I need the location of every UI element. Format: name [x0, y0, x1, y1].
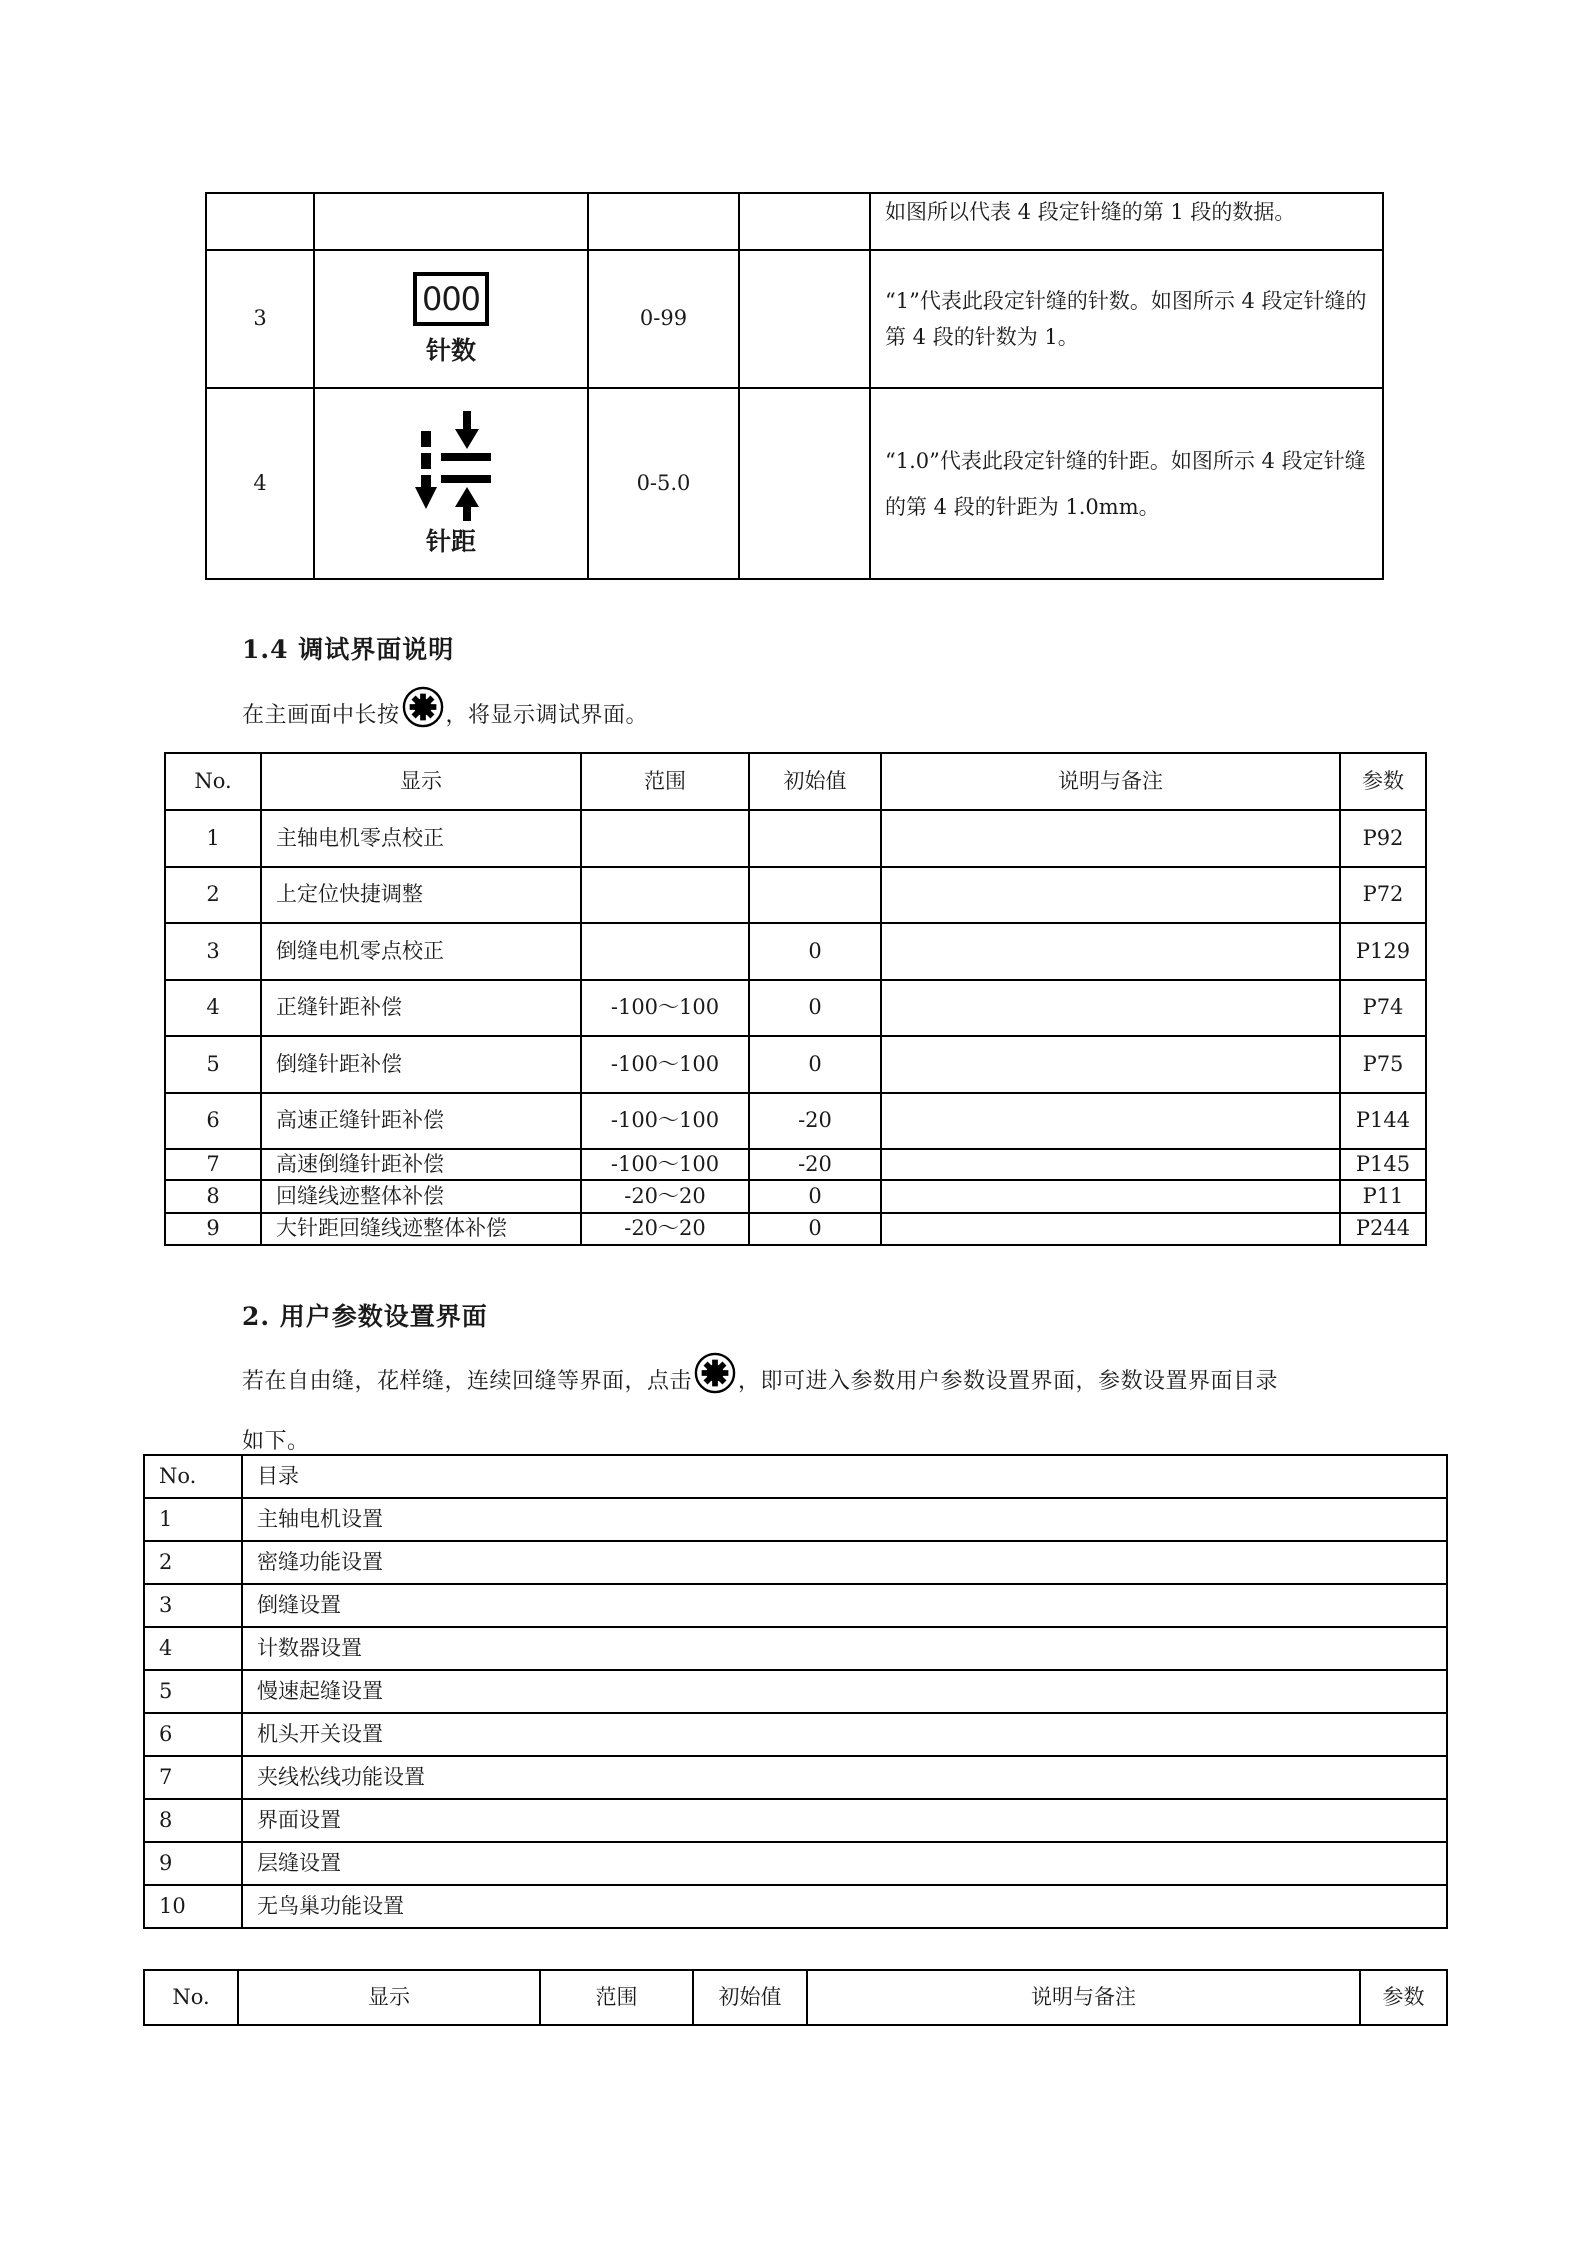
debug-intro-text-after: ，将显示调试界面。	[445, 703, 649, 728]
catalog-item[interactable]: 慢速起缝设置	[242, 1670, 1447, 1713]
header-no: No.	[165, 753, 261, 810]
cell-no: 1	[165, 810, 261, 867]
user-intro-text-after: ，即可进入参数用户参数设置界面，参数设置界面目录	[738, 1369, 1279, 1394]
gear-icon[interactable]	[402, 686, 444, 728]
stitch-count-label: 针数	[425, 336, 476, 365]
cell-no: 4	[165, 980, 261, 1036]
header-note: 说明与备注	[881, 753, 1340, 810]
table-row	[165, 980, 1426, 1036]
cell-range: -20～20	[581, 1180, 749, 1213]
row-range	[588, 193, 739, 250]
row-icon-cell	[314, 250, 588, 388]
header-no: No.	[144, 1455, 242, 1498]
catalog-no: 1	[144, 1498, 242, 1541]
catalog-no: 6	[144, 1713, 242, 1756]
cell-display: 大针距回缝线迹整体补偿	[261, 1213, 581, 1245]
row-desc	[870, 388, 1383, 579]
catalog-item[interactable]: 主轴电机设置	[242, 1498, 1447, 1541]
cell-display: 上定位快捷调整	[261, 867, 581, 923]
catalog-item[interactable]: 机头开关设置	[242, 1713, 1447, 1756]
table-row	[206, 250, 1383, 388]
catalog-row[interactable]	[144, 1885, 1447, 1928]
cell-display: 正缝针距补偿	[261, 980, 581, 1036]
cell-initial: 0	[749, 1180, 881, 1213]
catalog-row[interactable]	[144, 1584, 1447, 1627]
cell-initial: -20	[749, 1093, 881, 1149]
user-intro-text-before: 若在自由缝，花样缝，连续回缝等界面，点击	[242, 1369, 693, 1394]
cell-no: 2	[165, 867, 261, 923]
catalog-no: 8	[144, 1799, 242, 1842]
stitch-length-label: 针距	[425, 526, 476, 556]
catalog-item[interactable]: 计数器设置	[242, 1627, 1447, 1670]
debug-parameter-table	[164, 752, 1427, 1246]
catalog-row[interactable]	[144, 1670, 1447, 1713]
table-header-row	[144, 1455, 1447, 1498]
cell-initial: 0	[749, 923, 881, 980]
cell-note	[881, 923, 1340, 980]
cell-param: P72	[1340, 867, 1426, 923]
catalog-no: 10	[144, 1885, 242, 1928]
cell-display: 倒缝电机零点校正	[261, 923, 581, 980]
cell-initial: 0	[749, 980, 881, 1036]
table-row	[165, 1180, 1426, 1213]
row-initial	[739, 388, 870, 579]
table-row	[165, 810, 1426, 867]
cell-param: P11	[1340, 1180, 1426, 1213]
cell-no: 7	[165, 1149, 261, 1180]
cell-note	[881, 980, 1340, 1036]
catalog-row[interactable]	[144, 1842, 1447, 1885]
row-no: 4	[206, 388, 314, 579]
section-heading-user-params: 2. 用户参数设置界面	[242, 1302, 488, 1331]
table-header-row	[144, 1970, 1447, 2025]
cell-initial: -20	[749, 1149, 881, 1180]
cell-param: P92	[1340, 810, 1426, 867]
user-intro-paragraph-line2: 如下。	[242, 1429, 310, 1454]
stitch-count-icon	[413, 272, 489, 326]
row-desc-text: “1”代表此段定针缝的针数。如图所示 4 段定针缝的第 4 段的针数为 1。	[885, 289, 1367, 349]
table-row	[206, 388, 1383, 579]
cell-note	[881, 1036, 1340, 1093]
catalog-item[interactable]: 倒缝设置	[242, 1584, 1447, 1627]
catalog-item[interactable]: 夹线松线功能设置	[242, 1756, 1447, 1799]
cell-param: P145	[1340, 1149, 1426, 1180]
section-heading-debug: 1.4 调试界面说明	[242, 635, 455, 664]
cell-note	[881, 1149, 1340, 1180]
row-icon-cell	[314, 388, 588, 579]
row-initial	[739, 193, 870, 250]
table-row	[165, 867, 1426, 923]
header-catalog: 目录	[242, 1455, 1447, 1498]
cell-initial	[749, 810, 881, 867]
cell-range: -100～100	[581, 1036, 749, 1093]
cell-no: 6	[165, 1093, 261, 1149]
catalog-no: 5	[144, 1670, 242, 1713]
header-param: 参数	[1340, 753, 1426, 810]
catalog-row[interactable]	[144, 1541, 1447, 1584]
table-row	[206, 193, 1383, 250]
catalog-row[interactable]	[144, 1627, 1447, 1670]
stitch-segment-table	[205, 192, 1384, 580]
cell-display: 高速正缝针距补偿	[261, 1093, 581, 1149]
header-note: 说明与备注	[807, 1970, 1360, 2025]
cell-range: -100～100	[581, 980, 749, 1036]
row-desc	[870, 250, 1383, 388]
catalog-row[interactable]	[144, 1713, 1447, 1756]
catalog-no: 2	[144, 1541, 242, 1584]
cell-no: 9	[165, 1213, 261, 1245]
header-range: 范围	[540, 1970, 693, 2025]
cell-display: 倒缝针距补偿	[261, 1036, 581, 1093]
catalog-row[interactable]	[144, 1498, 1447, 1541]
cell-range	[581, 867, 749, 923]
cell-note	[881, 1213, 1340, 1245]
header-initial: 初始值	[749, 753, 881, 810]
header-display: 显示	[261, 753, 581, 810]
cell-display: 主轴电机零点校正	[261, 810, 581, 867]
cell-param: P144	[1340, 1093, 1426, 1149]
cell-param: P74	[1340, 980, 1426, 1036]
catalog-row[interactable]	[144, 1756, 1447, 1799]
cell-note	[881, 867, 1340, 923]
cell-no: 5	[165, 1036, 261, 1093]
table-row	[165, 1093, 1426, 1149]
catalog-no: 9	[144, 1842, 242, 1885]
stitch-count-digits: 000	[421, 280, 481, 318]
gear-icon[interactable]	[694, 1352, 736, 1394]
cell-note	[881, 810, 1340, 867]
row-desc	[870, 193, 1383, 250]
header-param: 参数	[1360, 1970, 1447, 2025]
row-desc-text: “1.0”代表此段定针缝的针距。如图所示 4 段定针缝的第 4 段的针距为 1.0mm。	[885, 448, 1366, 519]
catalog-row[interactable]	[144, 1799, 1447, 1842]
catalog-no: 4	[144, 1627, 242, 1670]
cell-display: 回缝线迹整体补偿	[261, 1180, 581, 1213]
cell-initial: 0	[749, 1213, 881, 1245]
header-no: No.	[144, 1970, 238, 2025]
header-initial: 初始值	[693, 1970, 807, 2025]
cell-range: -20～20	[581, 1213, 749, 1245]
cell-no: 3	[165, 923, 261, 980]
table-header-row	[165, 753, 1426, 810]
row-range: 0-99	[588, 250, 739, 388]
catalog-item[interactable]: 层缝设置	[242, 1842, 1447, 1885]
cell-param: P75	[1340, 1036, 1426, 1093]
cell-range	[581, 923, 749, 980]
catalog-item[interactable]: 密缝功能设置	[242, 1541, 1447, 1584]
user-intro-paragraph	[242, 1352, 1392, 1395]
debug-intro-text-before: 在主画面中长按	[242, 703, 400, 728]
stitch-length-icon	[411, 411, 491, 521]
catalog-item[interactable]: 无鸟巢功能设置	[242, 1885, 1447, 1928]
cell-range: -100～100	[581, 1149, 749, 1180]
cell-param: P244	[1340, 1213, 1426, 1245]
user-parameter-table	[143, 1969, 1448, 2026]
row-icon-cell	[314, 193, 588, 250]
catalog-no: 7	[144, 1756, 242, 1799]
row-range: 0-5.0	[588, 388, 739, 579]
cell-initial: 0	[749, 1036, 881, 1093]
header-range: 范围	[581, 753, 749, 810]
table-row	[165, 1036, 1426, 1093]
cell-range	[581, 810, 749, 867]
debug-intro-paragraph	[242, 686, 648, 729]
cell-initial	[749, 867, 881, 923]
cell-no: 8	[165, 1180, 261, 1213]
catalog-item[interactable]: 界面设置	[242, 1799, 1447, 1842]
row-initial	[739, 250, 870, 388]
row-no	[206, 193, 314, 250]
table-row	[165, 1149, 1426, 1180]
catalog-no: 3	[144, 1584, 242, 1627]
row-desc-text: 如图所以代表 4 段定针缝的第 1 段的数据。	[885, 200, 1296, 224]
cell-param: P129	[1340, 923, 1426, 980]
table-row	[165, 923, 1426, 980]
cell-range: -100～100	[581, 1093, 749, 1149]
parameter-catalog-table	[143, 1454, 1448, 1929]
table-row	[165, 1213, 1426, 1245]
cell-note	[881, 1093, 1340, 1149]
row-no: 3	[206, 250, 314, 388]
cell-note	[881, 1180, 1340, 1213]
cell-display: 高速倒缝针距补偿	[261, 1149, 581, 1180]
header-display: 显示	[238, 1970, 540, 2025]
